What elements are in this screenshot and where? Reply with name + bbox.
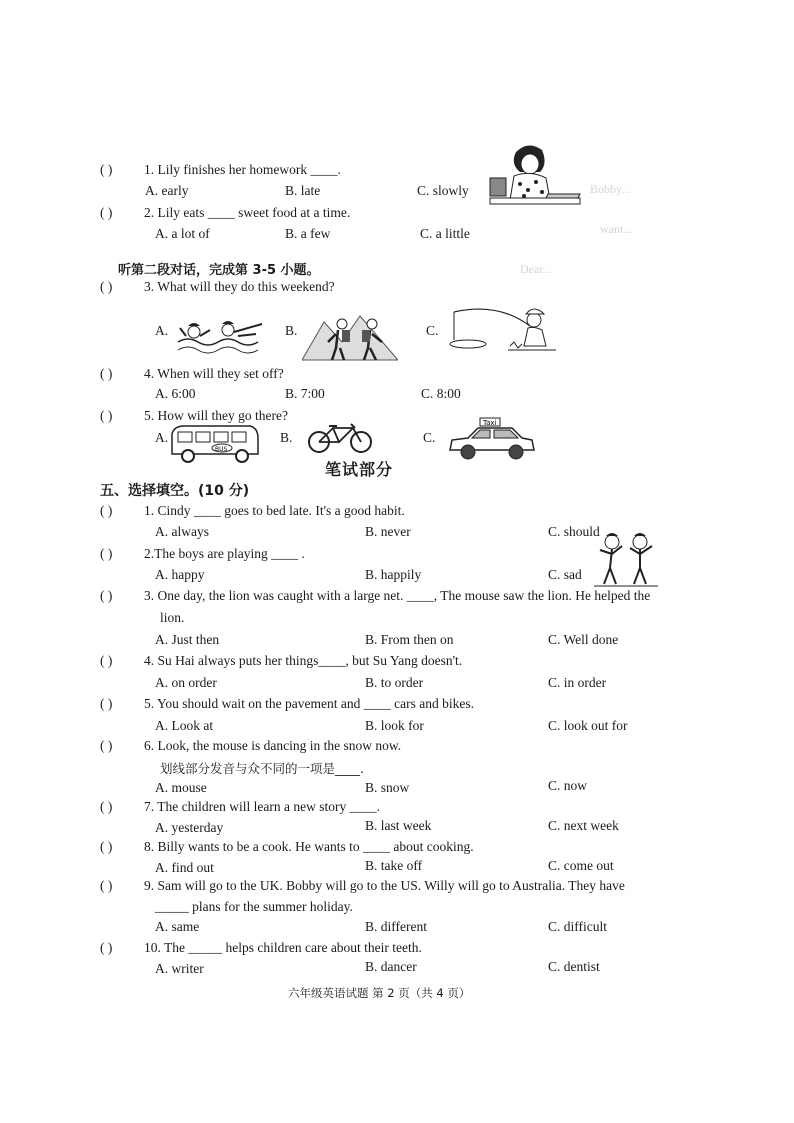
- section-5-title: 五、选择填空。(10 分): [100, 483, 250, 499]
- option-c: C. should: [548, 524, 600, 539]
- question-text: 1. Cindy ____ goes to bed late. It's a good habit.: [144, 503, 405, 518]
- option-b: B. late: [285, 183, 321, 198]
- option-a: A. writer: [155, 961, 204, 976]
- answer-paren[interactable]: ( ): [100, 799, 113, 814]
- option-b: B.: [285, 323, 298, 338]
- question-text: 6. Look, the mouse is dancing in the snow now.: [144, 738, 402, 753]
- option-a: A. mouse: [155, 780, 207, 795]
- choice-question-9: [100, 878, 625, 894]
- choice-question-2: [100, 546, 305, 562]
- bus-sign: BUS: [215, 446, 228, 453]
- question-text: 1. Lily finishes her homework ____.: [144, 162, 341, 177]
- question-4: [100, 366, 284, 382]
- question-text: 10. The _____ helps children care about their teeth.: [144, 940, 422, 955]
- answer-paren[interactable]: ( ): [100, 588, 113, 603]
- question-text: 3. What will they do this weekend?: [144, 279, 335, 294]
- option-b: B. to order: [365, 675, 424, 690]
- option-b: B. a few: [285, 226, 331, 241]
- option-a: A. yesterday: [155, 820, 224, 835]
- question-text: 3. One day, the lion was caught with a large net. ____, The mouse saw the lion. He helped the: [144, 588, 651, 603]
- option-b: B. different: [365, 919, 427, 934]
- question-text: 4. When will they set off?: [144, 366, 284, 381]
- option-c: C. dentist: [548, 959, 600, 974]
- question-continuation: lion.: [160, 610, 185, 625]
- option-b: B. From then on: [365, 632, 454, 647]
- option-b: B. snow: [365, 780, 410, 795]
- option-c: C. a little: [420, 226, 470, 241]
- option-a: A. Look at: [155, 718, 214, 733]
- children-playing-icon: [594, 528, 658, 588]
- answer-paren[interactable]: ( ): [100, 546, 113, 561]
- option-a: A. early: [145, 183, 189, 198]
- question-text: 7. The children will learn a new story ____.: [144, 799, 380, 814]
- option-a: A. always: [155, 524, 209, 539]
- option-c: C.: [423, 430, 436, 445]
- swimming-icon: [176, 312, 268, 358]
- option-a: A.: [155, 323, 169, 338]
- choice-question-7: [100, 799, 380, 815]
- choice-question-6: [100, 738, 401, 754]
- option-c: C. 8:00: [421, 386, 461, 401]
- option-b: B. 7:00: [285, 386, 325, 401]
- option-a: A.: [155, 430, 169, 445]
- choice-question-10: [100, 940, 422, 956]
- option-c: C. Well done: [548, 632, 619, 647]
- answer-paren[interactable]: ( ): [100, 205, 113, 220]
- option-c: C. difficult: [548, 919, 607, 934]
- fishing-icon: [448, 302, 560, 356]
- option-b: B. happily: [365, 567, 422, 582]
- question-text: 4. Su Hai always puts her things____, but Su Yang doesn't.: [144, 653, 463, 668]
- question-text: 5. How will they go there?: [144, 408, 288, 423]
- answer-paren[interactable]: ( ): [100, 940, 113, 955]
- question-text: 8. Billy wants to be a cook. He wants to ____ about cooking.: [144, 839, 474, 854]
- choice-question-5: [100, 696, 474, 712]
- question-text: 2.The boys are playing ____ .: [144, 546, 305, 561]
- option-c: C. in order: [548, 675, 607, 690]
- option-b: B. last week: [365, 818, 432, 833]
- option-c: C. slowly: [417, 183, 469, 198]
- page-footer: 六年级英语试题 第 2 页（共 4 页）: [288, 986, 471, 1000]
- answer-paren[interactable]: ( ): [100, 878, 113, 893]
- option-b: B. look for: [365, 718, 424, 733]
- question-text: 5. You should wait on the pavement and ____ cars and bikes.: [144, 696, 474, 711]
- option-b: B. dancer: [365, 959, 417, 974]
- bicycle-icon: [305, 422, 375, 454]
- answer-paren[interactable]: ( ): [100, 162, 113, 177]
- choice-question-4: [100, 653, 462, 669]
- option-c: C. now: [548, 778, 588, 793]
- answer-paren[interactable]: ( ): [100, 696, 113, 711]
- answer-paren[interactable]: ( ): [100, 279, 113, 294]
- answer-paren[interactable]: ( ): [100, 408, 113, 423]
- option-a: A. happy: [155, 567, 205, 582]
- option-a: A. a lot of: [155, 226, 210, 241]
- answer-paren[interactable]: ( ): [100, 366, 113, 381]
- option-b: B. never: [365, 524, 411, 539]
- question-text: 9. Sam will go to the UK. Bobby will go to the US. Willy will go to Australia. They have: [144, 878, 625, 893]
- choice-question-8: [100, 839, 474, 855]
- written-part-title: 笔试部分: [325, 460, 394, 479]
- option-c: C. look out for: [548, 718, 628, 733]
- answer-paren[interactable]: ( ): [100, 653, 113, 668]
- question-2: [100, 205, 350, 221]
- option-c: C. next week: [548, 818, 619, 833]
- hiking-icon: [302, 302, 398, 364]
- option-a: A. find out: [155, 860, 214, 875]
- option-a: A. same: [155, 919, 200, 934]
- question-3: [100, 279, 335, 295]
- option-a: A. Just then: [155, 632, 220, 647]
- option-c: C.: [426, 323, 439, 338]
- question-5: [100, 408, 288, 424]
- option-a: A. on order: [155, 675, 217, 690]
- listening-heading: 听第二段对话，完成第 3-5 小题。: [118, 263, 320, 278]
- choice-question-3: [100, 588, 650, 604]
- bus-icon: [168, 424, 260, 464]
- answer-paren[interactable]: ( ): [100, 839, 113, 854]
- option-a: A. 6:00: [155, 386, 196, 401]
- option-b: B.: [280, 430, 293, 445]
- answer-paren[interactable]: ( ): [100, 738, 113, 753]
- option-c: C. come out: [548, 858, 614, 873]
- taxi-icon: [446, 416, 536, 464]
- question-continuation: 划线部分发音与众不同的一项是____.: [160, 761, 364, 776]
- choice-question-1: [100, 503, 405, 519]
- exam-page: Bobby... want... Dear... ( ) 1. Lily finishes her homework ____. A. early B. late C. slowly ( ) 2. Lily eats ____ sweet food at a time. A. a lot of B. a few C. a little 听第二段对话，完成第 3-5 小题。 ( ) 3. What will they do this weekend? A. B. C. ( ) 4. When will they set off? A. 6:00 B. 7:00 C. 8:00 ( ) 5. How will they go there? A. BUS B. C. Taxi 笔试部分 五、选择填空。(10 分) ( ) 1. Cindy ____ goes to bed late. It's a good habit. A. always B. never C. should ( ) 2.The boys are playing ____ . A. happy B. happily C. sad ( ) 3. One day, the lion was caught with a large net. ____, The mouse saw the lion. He helped the lion. A. Just then B. From then on C. Well done ( ) 4. Su Hai always puts her things____, but Su Yang doesn't. A. on order B. to order C. in order ( ) 5. You should wait on the pavement and ____ cars and bikes. A. Look at B. look for C. look out for ( ) 6. Look, the mouse is dancing in the snow now. 划线部分发音与众不同的一项是____. A. mouse B. snow C. now ( ) 7. The children will learn a new story ____. A. yesterday B. last week C. next week ( ) 8. Billy wants to be a cook. He wants to ____ about cooking. A. find out B. take off C. come out ( ) 9. Sam will go to the UK. Bobby will go to the US. Willy will go to Australia. They have _____ plans for the summer holiday. A. same B. different C. difficult ( ) 10. The _____ helps children care about their teeth. A. writer B. dancer C. dentist 六年级英语试题 第 2 页（共 4 页）: [0, 0, 794, 1123]
- option-b: B. take off: [365, 858, 423, 873]
- question-1: [100, 162, 341, 178]
- question-continuation: _____ plans for the summer holiday.: [155, 899, 353, 914]
- question-text: 2. Lily eats ____ sweet food at a time.: [144, 205, 351, 220]
- girl-doing-homework-icon: [488, 142, 584, 212]
- answer-paren[interactable]: ( ): [100, 503, 113, 518]
- option-c: C. sad: [548, 567, 582, 582]
- taxi-sign: Taxi: [483, 419, 497, 427]
